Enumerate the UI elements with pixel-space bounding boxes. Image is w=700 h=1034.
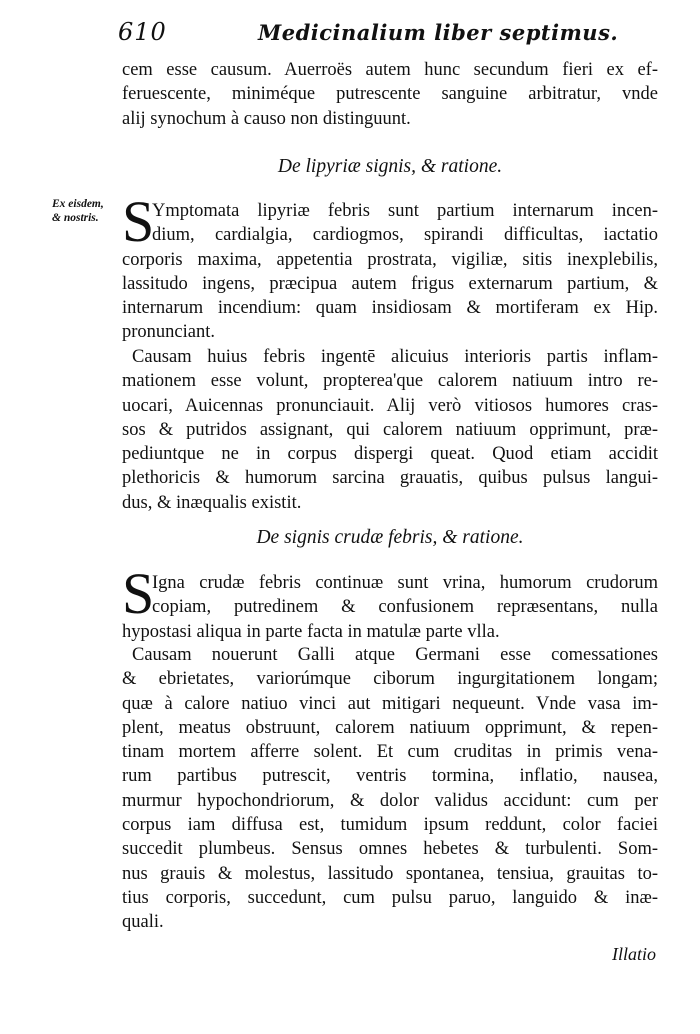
text-line: dium, cardialgia, cardiogmos, spirandi difficultas, iactatio xyxy=(152,225,658,246)
text-line: pediuntque ne in corpus dispergi queat. Quod etiam accidit xyxy=(122,444,658,465)
text-line: Causam nouerunt Galli atque Germani esse comessationes xyxy=(132,645,658,665)
text-line: uocari, Auicennas pronunciauit. Alij verò vitiosos humores cras- xyxy=(122,395,658,416)
section-heading-cruda: De signis crudæ febris, & ratione. xyxy=(256,527,524,548)
page-header xyxy=(118,18,658,48)
text-line: corporis maxima, appetentia prostrata, vigiliæ, sitis inexplebilis, xyxy=(122,249,658,270)
text-line: cem esse causum. Auerroës autem hunc secundum fieri ex ef- xyxy=(122,60,658,80)
text-line: feruescente, miniméque putrescente sanguine arbitratur, vnde xyxy=(122,84,658,105)
text-line: dus, & inæqualis existit. xyxy=(122,492,302,513)
text-line: Ymptomata lipyriæ febris sunt partium internarum incen- xyxy=(152,201,658,221)
text-line: quæ à calore natiuo vinci aut mitigari nequeunt. Vnde vasa im- xyxy=(122,693,658,714)
text-line: lassitudo ingens, præcipua autem frigus externarum partium, & xyxy=(122,273,658,294)
catchword: Illatio xyxy=(612,944,656,964)
text-line: Igna crudæ febris continuæ sunt vrina, humorum crudorum xyxy=(152,573,658,593)
text-line: murmur hypochondriorum, & dolor validus accidunt: cum per xyxy=(122,790,658,811)
text-line: & ebrietates, variorúmque ciborum ingurgitationem longam; xyxy=(122,669,658,690)
lipyria-symptoms-paragraph xyxy=(122,189,658,345)
cruda-signs-paragraph xyxy=(122,561,658,644)
continuation-paragraph xyxy=(122,58,658,131)
drop-cap: S xyxy=(122,189,155,254)
text-line: nus grauis & molestus, lassitudo spontanea, tensiua, grauitas to- xyxy=(122,863,658,884)
text-line: copiam, putredinem & confusionem repræsentans, nulla xyxy=(152,597,658,618)
running-title: Medicinalium liber septimus. xyxy=(258,20,619,45)
cruda-cause-paragraph xyxy=(122,643,658,935)
text-line: Causam huius febris ingentē alicuius interioris partis inflam- xyxy=(132,347,658,367)
text-line: alij synochum à causo non distinguunt. xyxy=(122,108,411,129)
text-line: corpus iam diffusa est, tumidum ipsum reddunt, color faciei xyxy=(122,815,658,836)
margin-note-line: Ex eisdem, xyxy=(52,198,104,210)
section-heading-lipyria: De lipyriæ signis, & ratione. xyxy=(277,156,503,177)
drop-cap: S xyxy=(122,561,155,626)
lipyria-cause-paragraph xyxy=(122,345,658,515)
text-line: tius corporis, succedunt, cum pulsu paruo, languido & inæ- xyxy=(122,887,658,908)
text-line: plethoricis & humorum sarcina grauatis, quibus pulsus langui- xyxy=(122,468,658,489)
text-line: internarum incendium: quam insidiosam & mortiferam ex Hip. xyxy=(122,298,658,319)
text-line: plent, meatus obstruunt, calorem natiuum opprimunt, & repen- xyxy=(122,717,658,738)
margin-note-line: & nostris. xyxy=(52,212,99,224)
text-line: pronunciant. xyxy=(122,322,215,343)
margin-note xyxy=(52,197,122,225)
text-line: tinam mortem afferre solent. Et cum cruditas in primis vena- xyxy=(122,742,658,763)
text-line: hypostasi aliqua in parte facta in matulæ parte vlla. xyxy=(122,621,500,642)
text-line: quali. xyxy=(122,912,164,933)
text-line: succedit plumbeus. Sensus omnes hebetes & turbulenti. Som- xyxy=(122,839,658,860)
text-line: rum partibus putrescit, ventris tormina, inflatio, nausea, xyxy=(122,766,658,787)
text-line: sos & putridos assignant, qui calorem natiuum opprimunt, præ- xyxy=(122,419,658,440)
text-line: mationem esse volunt, propterea'que calorem natiuum intro re- xyxy=(122,371,658,392)
page-number: 610 xyxy=(118,18,167,46)
